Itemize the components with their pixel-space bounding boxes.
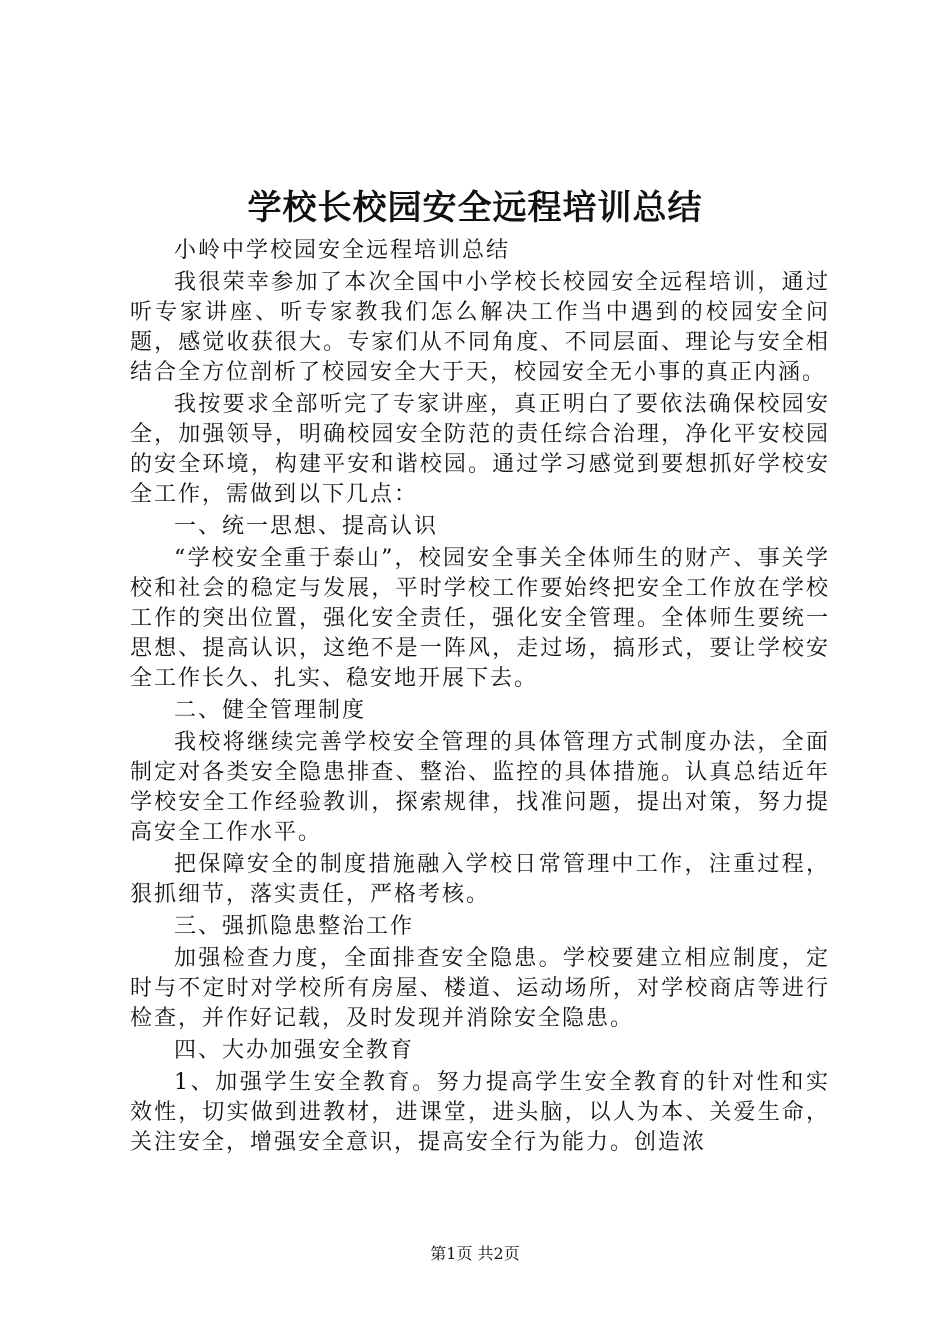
section-heading-4: 四、大办加强安全教育 xyxy=(174,1038,415,1063)
paragraph-section-3: 加强检查力度，全面排查安全隐患。学校要建立相应制度，定时与不定时对学校所有房屋、楼道、运动场所，对学校商店等进行检查，并作好记载，及时发现并消除安全隐患。 xyxy=(130,946,830,1031)
document-body xyxy=(130,236,830,1160)
paragraph-subtitle: 小岭中学校园安全远程培训总结 xyxy=(174,238,511,263)
section-heading-3: 三、强抓隐患整治工作 xyxy=(174,914,415,939)
page-number-footer: 第1页 共2页 xyxy=(430,1244,520,1263)
paragraph-requirements: 我按要求全部听完了专家讲座，真正明白了要依法确保校园安全，加强领导，明确校园安全防范的责任综合治理，净化平安校园的安全环境，构建平安和谐校园。通过学习感觉到要想抓好学校安全工作，需做到以下几点： xyxy=(130,392,830,507)
section-heading-1: 一、统一思想、提高认识 xyxy=(174,514,439,539)
paragraph-section-2b: 把保障安全的制度措施融入学校日常管理中工作，注重过程，狠抓细节，落实责任，严格考核。 xyxy=(130,852,830,907)
section-heading-2: 二、健全管理制度 xyxy=(174,698,367,723)
document-title: 学校长校园安全远程培训总结 xyxy=(247,188,703,228)
paragraph-intro: 我很荣幸参加了本次全国中小学校长校园安全远程培训，通过听专家讲座、听专家教我们怎么解决工作当中遇到的校园安全问题，感觉收获很大。专家们从不同角度、不同层面、理论与安全相结合全方位剖析了校园安全大于天，校园安全无小事的真正内涵。 xyxy=(130,270,830,385)
paragraph-section-1: “学校安全重于泰山”，校园安全事关全体师生的财产、事关学校和社会的稳定与发展，平时学校工作要始终把安全工作放在学校工作的突出位置，强化安全责任，强化安全管理。全体师生要统一思想、提高认识，这绝不是一阵风，走过场，搞形式，要让学校安全工作长久、扎实、稳安地开展下去。 xyxy=(130,546,830,691)
paragraph-section-2a: 我校将继续完善学校安全管理的具体管理方式制度办法，全面制定对各类安全隐患排查、整治、监控的具体措施。认真总结近年学校安全工作经验教训，探索规律，找准问题，提出对策，努力提高安全工作水平。 xyxy=(130,730,830,845)
paragraph-section-4: 1、加强学生安全教育。努力提高学生安全教育的针对性和实效性，切实做到进教材，进课堂，进头脑，以人为本、关爱生命，关注安全，增强安全意识，提高安全行为能力。创造浓 xyxy=(130,1070,830,1155)
